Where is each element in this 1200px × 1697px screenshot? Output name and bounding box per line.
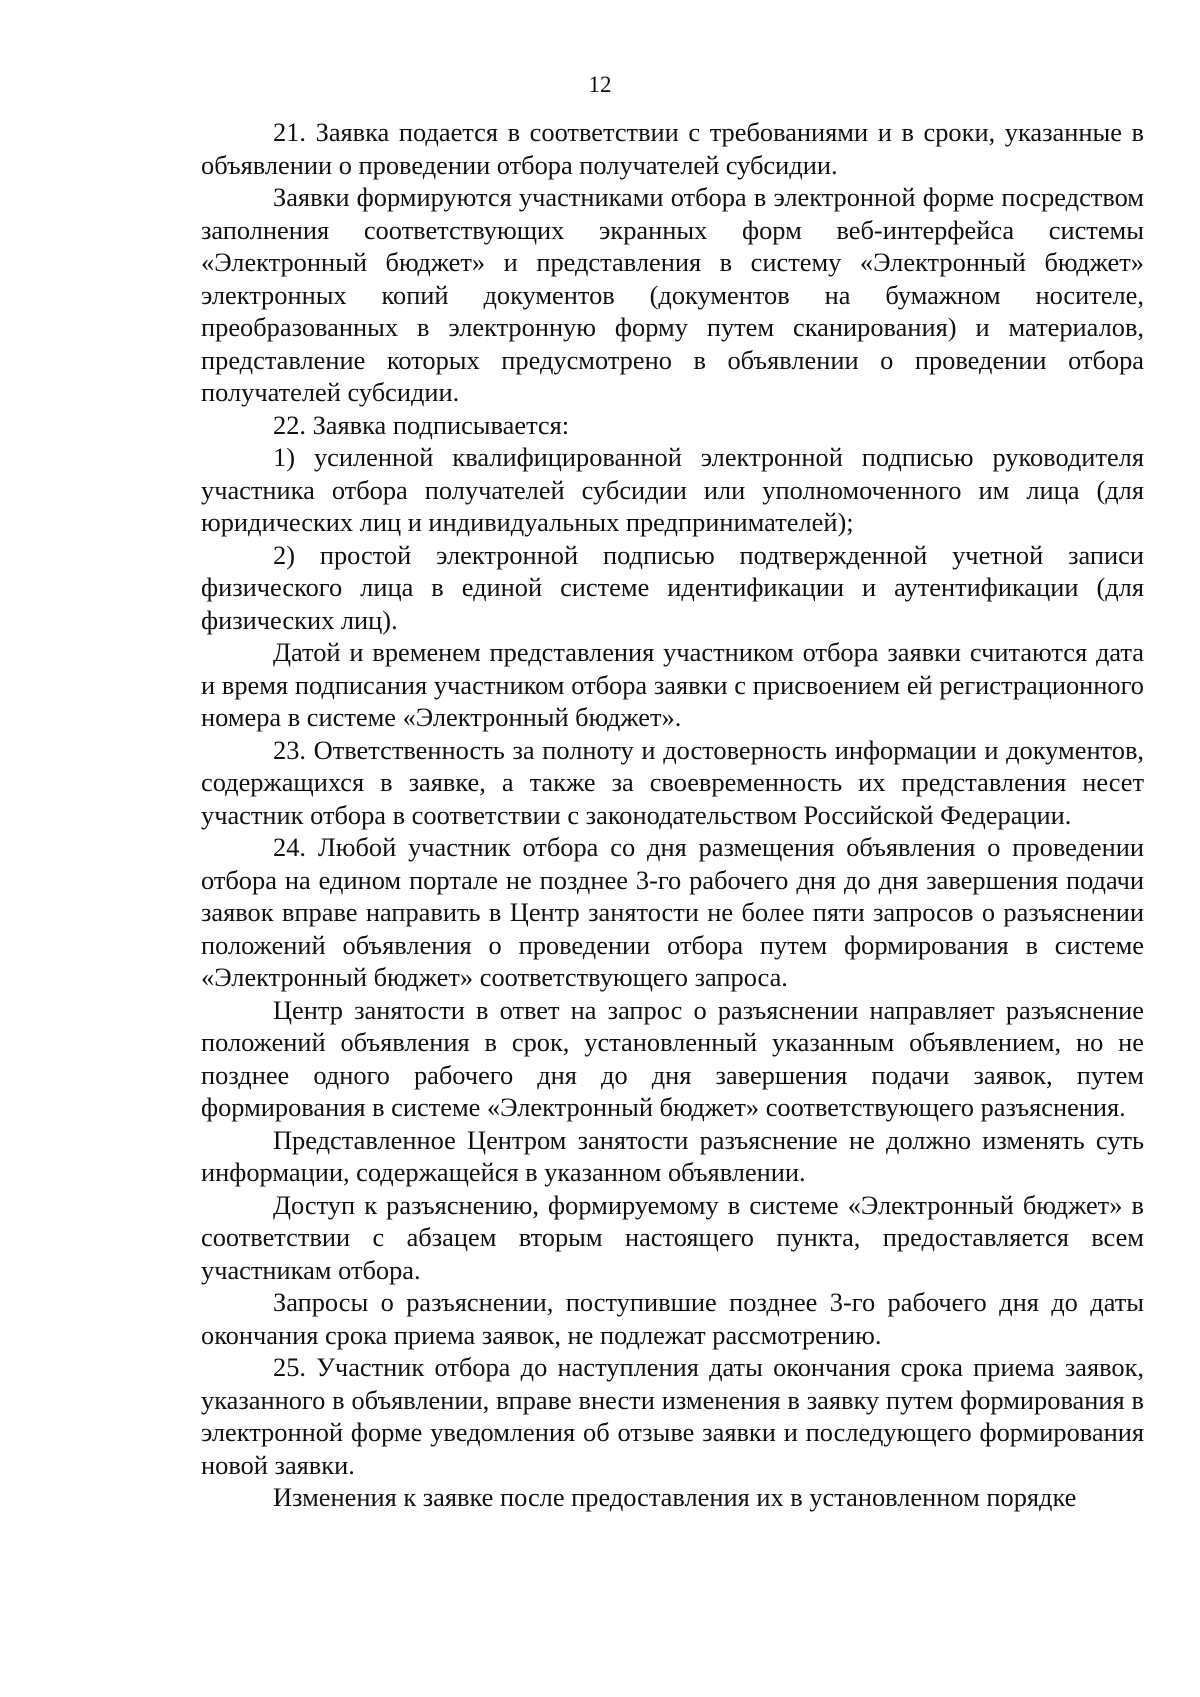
paragraph-22: 22. Заявка подписывается: (273, 409, 570, 440)
paragraph-submission-date: Датой и временем представления участником отбора заявки считаются дата и время подписания участником отбора заявки с присвоением ей регистрационного номера в системе «Электронный бюджет». (201, 637, 1144, 732)
paragraph-25: 25. Участник отбора до наступления даты окончания срока приема заявок, указанного в объявлении, вправе внести изменения в заявку путем формирования в электронной форме уведомления об отзыве заявки и последующего формирования новой заявки. (201, 1352, 1144, 1480)
page-number: 12 (588, 72, 612, 97)
paragraph-changes: Изменения к заявке после предоставления их в установленном порядке (273, 1482, 1077, 1512)
paragraph-21: 21. Заявка подается в соответствии с требованиями и в сроки, указанные в объявлении о проведении отбора получателей субсидии. (201, 117, 1144, 180)
paragraph-applications-formation: Заявки формируются участниками отбора в электронной форме посредством заполнения соответствующих экранных форм веб-интерфейса системы «Электронный бюджет» и представления в систему «Электронный бюджет» электронных копий документов (документов на бумажном носителе, преобразованных в электронную форму путем сканирования) и материалов, представление которых предусмотрено в объявлении о проведении отбора получателей субсидии. (201, 182, 1144, 407)
list-item-2: 2) простой электронной подписью подтвержденной учетной записи физического лица в единой системе идентификации и аутентификации (для физических лиц). (201, 539, 1144, 635)
document-body (201, 116, 1144, 1514)
paragraph-23: 23. Ответственность за полноту и достоверность информации и документов, содержащихся в заявке, а также за своевременность их представления несет участник отбора в соответствии с законодательством Российской Федерации. (201, 734, 1144, 830)
paragraph-clarification-access: Доступ к разъяснению, формируемому в системе «Электронный бюджет» в соответствии с абзацем вторым настоящего пункта, предоставляется всем участникам отбора. (201, 1189, 1144, 1285)
paragraph-clarification-content: Представленное Центром занятости разъяснение не должно изменять суть информации, содержащейся в указанном объявлении. (201, 1124, 1144, 1187)
list-item-1: 1) усиленной квалифицированной электронной подписью руководителя участника отбора получателей субсидии или уполномоченного им лица (для юридических лиц и индивидуальных предпринимателей); (201, 442, 1144, 537)
paragraph-late-requests: Запросы о разъяснении, поступившие позднее 3-го рабочего дня до даты окончания срока приема заявок, не подлежат рассмотрению. (201, 1287, 1144, 1350)
paragraph-clarification-response: Центр занятости в ответ на запрос о разъяснении направляет разъяснение положений объявления в срок, установленный указанным объявлением, но не позднее одного рабочего дня до дня завершения подачи заявок, путем формирования в системе «Электронный бюджет» соответствующего разъяснения. (201, 994, 1144, 1122)
paragraph-24: 24. Любой участник отбора со дня размещения объявления о проведении отбора на едином портале не позднее 3-го рабочего дня до дня завершения подачи заявок вправе направить в Центр занятости не более пяти запросов о разъяснении положений объявления о проведении отбора путем формирования в системе «Электронный бюджет» соответствующего запроса. (201, 832, 1144, 992)
